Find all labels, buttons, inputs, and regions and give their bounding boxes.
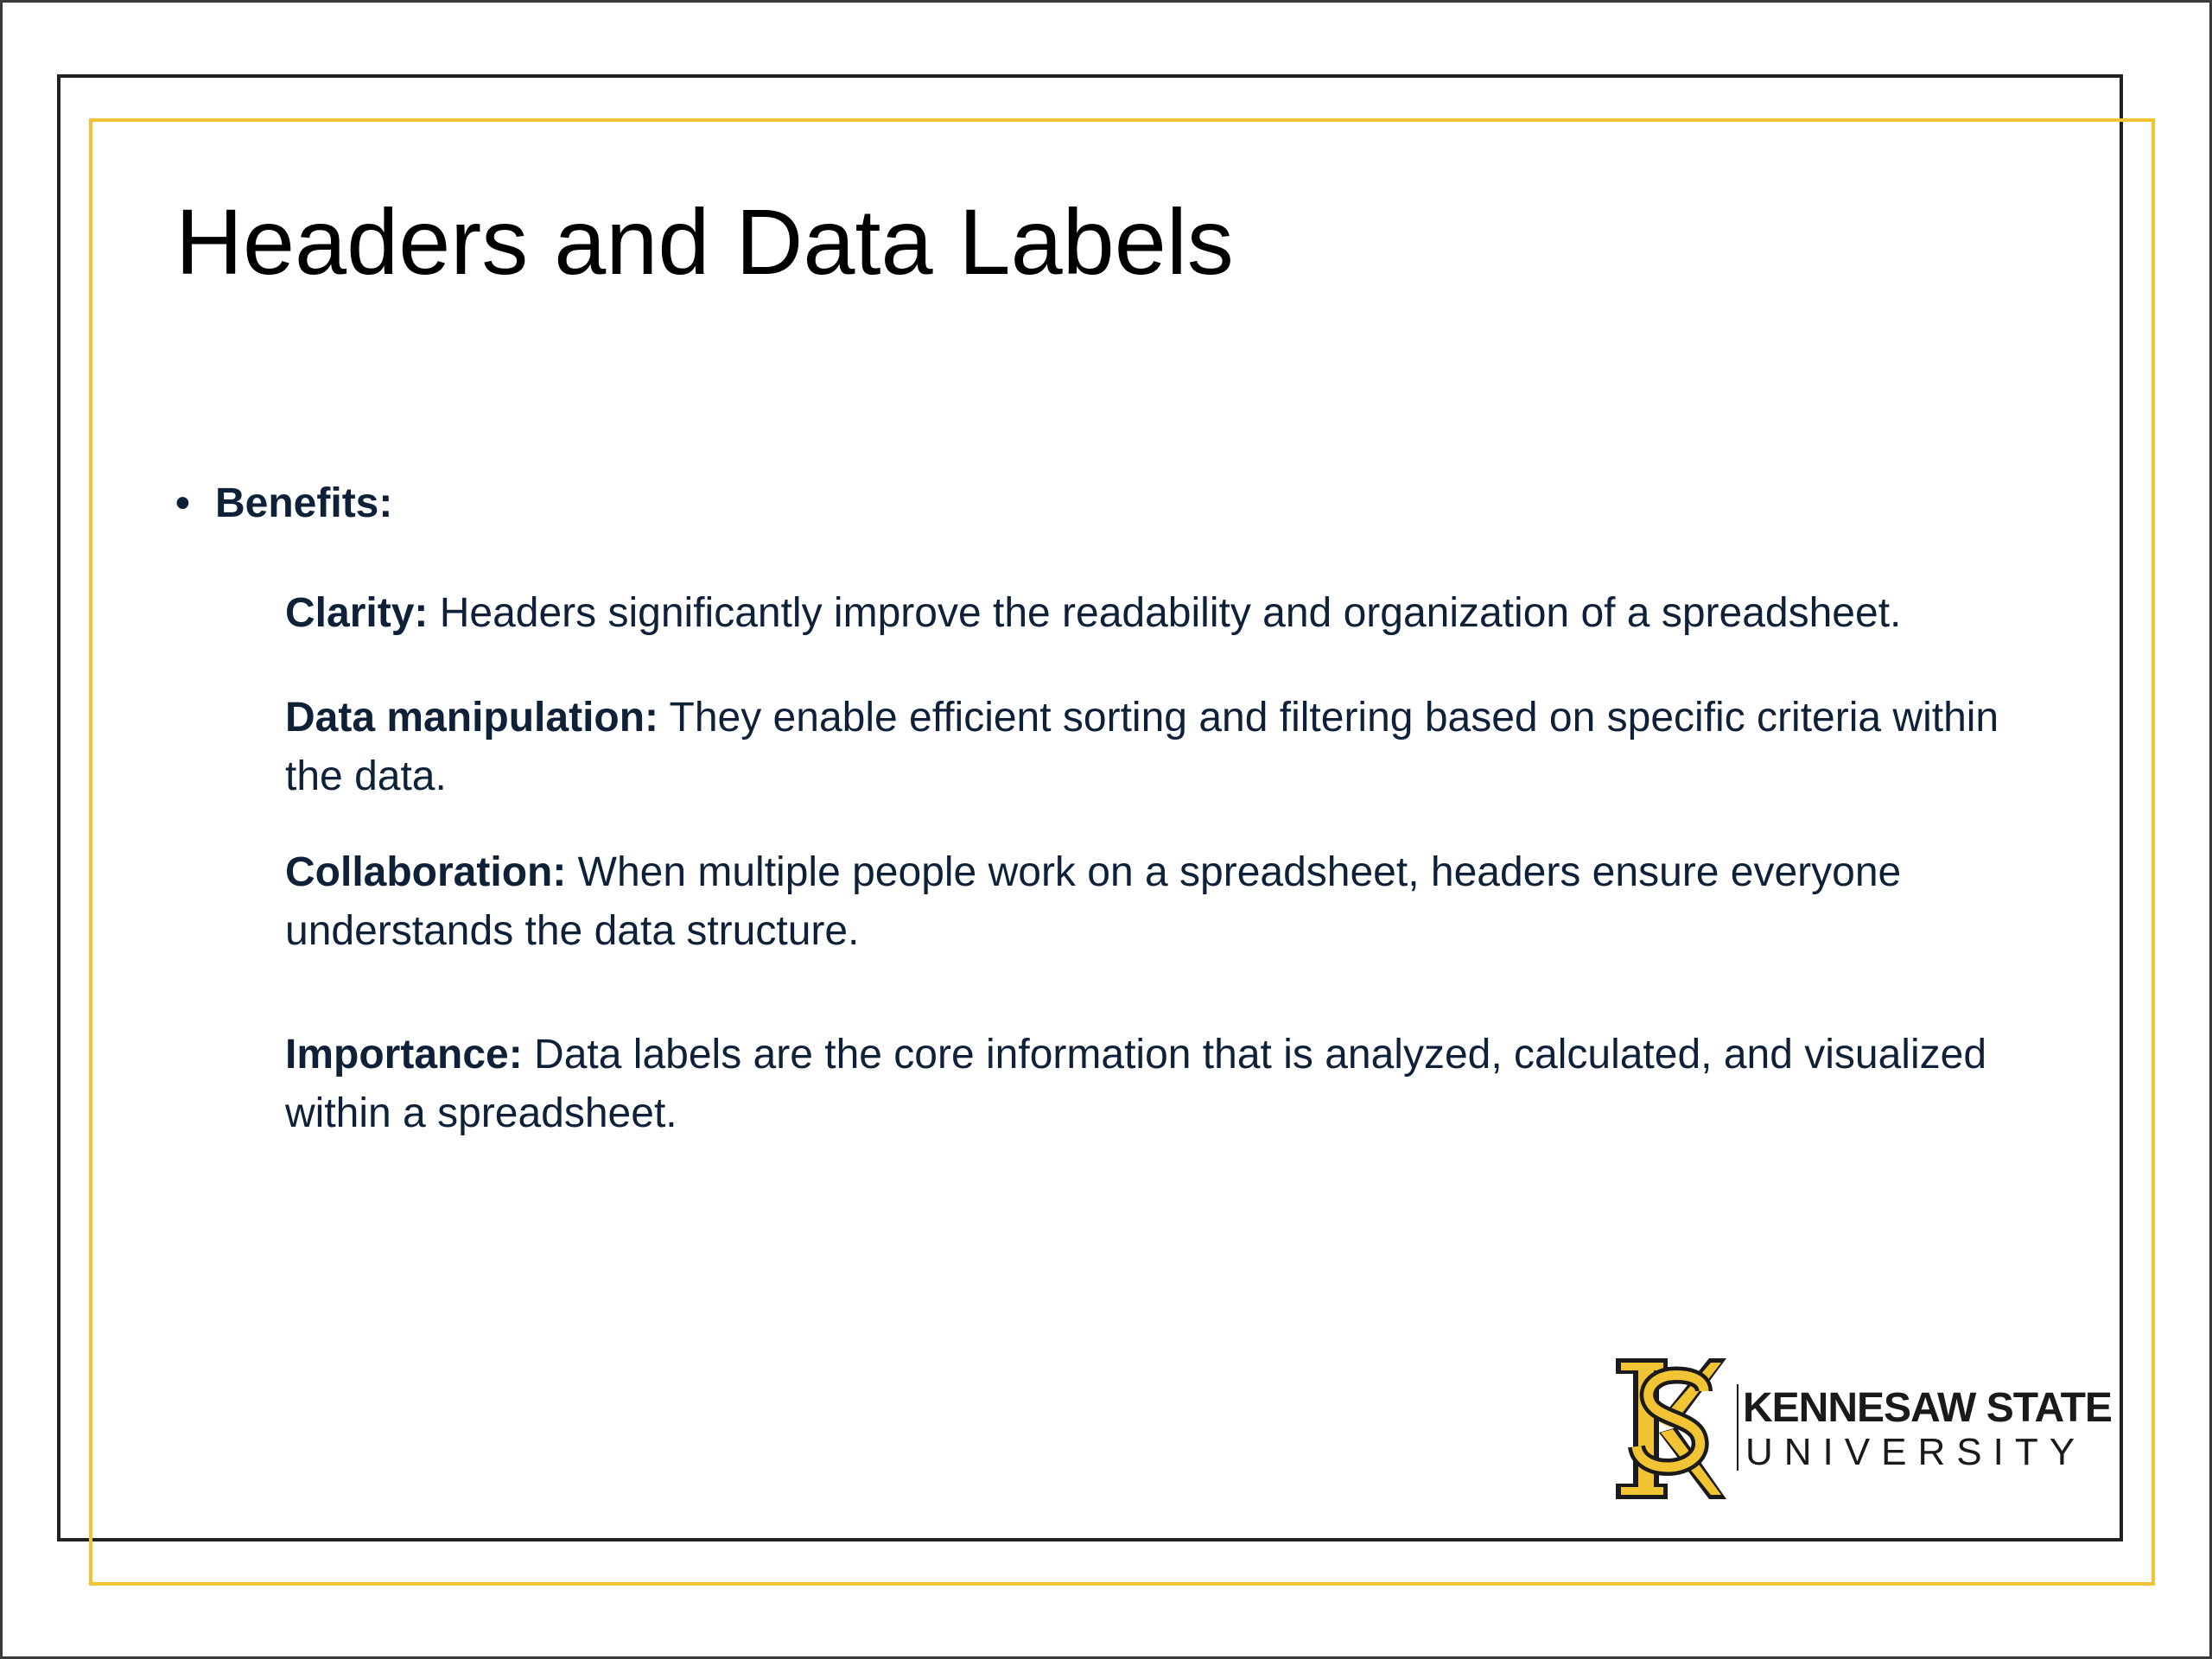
benefit-term: Importance: — [285, 1032, 523, 1077]
benefit-text: They enable efficient sorting and filtering based on specific criteria within the data. — [285, 695, 1999, 799]
benefit-clarity — [285, 584, 2056, 643]
bullet-label: Benefits: — [215, 480, 393, 526]
benefit-term: Clarity: — [285, 590, 429, 636]
benefit-text: Headers significantly improve the readability and organization of a spreadsheet. — [428, 590, 1902, 636]
benefit-data-manipulation — [285, 689, 2056, 806]
slide-title: Headers and Data Labels — [175, 189, 1234, 294]
benefit-term: Data manipulation: — [285, 695, 659, 741]
logo-university-line: UNIVERSITY — [1745, 1431, 2087, 1473]
logo-name-line: KENNESAW STATE — [1743, 1385, 2112, 1431]
bullet-dot-icon: • — [175, 480, 190, 526]
benefit-importance — [285, 1026, 2056, 1143]
benefit-text: When multiple people work on a spreadsheet, headers ensure everyone understands the data structure. — [285, 849, 1902, 954]
benefit-collaboration — [285, 843, 2056, 961]
logo-divider — [1737, 1384, 1738, 1471]
ks-monogram-icon — [1607, 1353, 1728, 1504]
bullet-benefits — [175, 480, 392, 527]
benefit-term: Collaboration: — [285, 849, 567, 895]
benefit-text: Data labels are the core information that is analyzed, calculated, and visualized within a spreadsheet. — [285, 1032, 1987, 1136]
university-logo — [1607, 1353, 2112, 1509]
